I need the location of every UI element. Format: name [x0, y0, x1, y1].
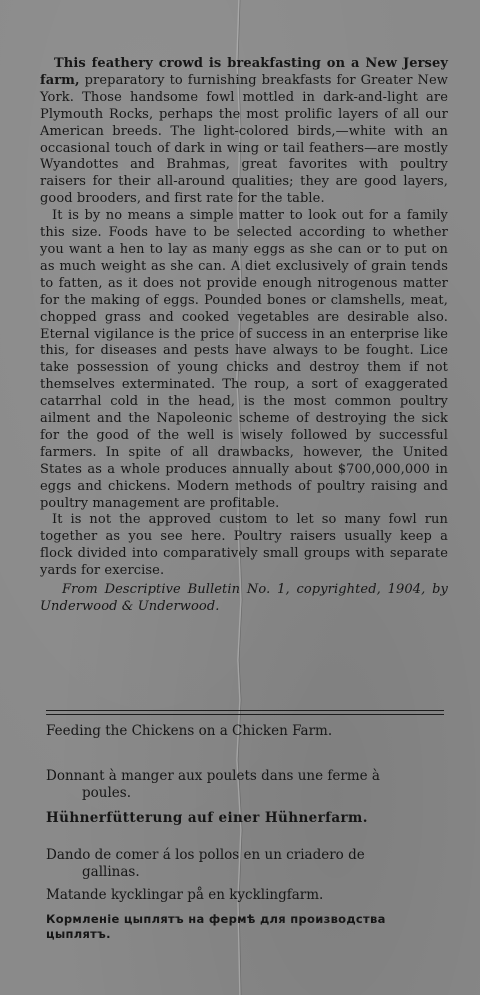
caption-english: Feeding the Chickens on a Chicken Farm.	[46, 723, 333, 739]
caption-spanish-line-2: gallinas.	[82, 864, 140, 880]
article-text	[40, 56, 448, 616]
caption-spanish-line-1: Dando de comer á los pollos en un criadero de	[46, 847, 365, 863]
caption-french-line-2: poules.	[82, 785, 131, 801]
divider-rule-thin	[46, 714, 444, 715]
article-paragraph-1	[40, 56, 448, 208]
caption-german: Hühnerfütterung auf einer Hühnerfarm.	[46, 810, 368, 826]
caption-swedish: Matande kycklingar på en kycklingfarm.	[46, 887, 324, 903]
caption-french-line-1: Donnant à manger aux poulets dans une ferme à	[46, 768, 380, 784]
caption-russian-line-1: Кормленіе цыплятъ на фермѣ для производства	[46, 912, 386, 926]
caption-russian-line-2: цыплятъ.	[46, 927, 111, 941]
caption-russian	[46, 912, 448, 942]
caption-spanish	[46, 847, 448, 881]
article-paragraph-3: It is not the approved custom to let so many fowl run together as you see here. Poultry raisers usually keep a flock divided into comparatively small groups with separate yards for exercise.	[40, 512, 448, 579]
caption-french	[46, 768, 448, 802]
divider-rule	[46, 710, 444, 711]
article-paragraph-1-body: preparatory to furnishing breakfasts for Greater New York. Those handsome fowl mottled in dark-and-light are Plymouth Rocks, perhaps the most prolific layers of all our American breeds. The light-colored birds,—white with an occasional touch of dark in wing or tail feathers—are mostly Wyandottes and Brahmas, great favorites with poultry raisers for their all-around qualities; they are good layers, good brooders, and first rate for the table.	[40, 72, 448, 207]
multilingual-captions	[46, 723, 448, 942]
article-lead: This feathery crowd is breakfasting on a New Jersey farm,	[40, 56, 448, 88]
article-paragraph-2: It is by no means a simple matter to look out for a family this size. Foods have to be selected according to whether you want a hen to lay as many eggs as she can or to put on as much weight as she can. A diet exclusively of grain tends to fatten, as it does not provide enough nitrogenous matter for the making of eggs. Pounded bones or clamshells, meat, chopped grass and cooked vegetables are desirable also. Eternal vigilance is the price of success in an enterprise like this, for diseases and pests have always to be fought. Lice take possession of young chicks and destroy them if not themselves exterminated. The roup, a sort of exaggerated catarrhal cold in the head, is the most common poultry ailment and the Napoleonic scheme of destroying the sick for the good of the well is wisely followed by successful farmers. In spite of all drawbacks, however, the United States as a whole produces annually about $700,000,000 in eggs and chickens. Modern methods of poultry raising and poultry management are profitable.	[40, 208, 448, 511]
copyright-credit: From Descriptive Bulletin No. 1, copyrighted, 1904, by Underwood & Underwood.	[40, 582, 448, 614]
